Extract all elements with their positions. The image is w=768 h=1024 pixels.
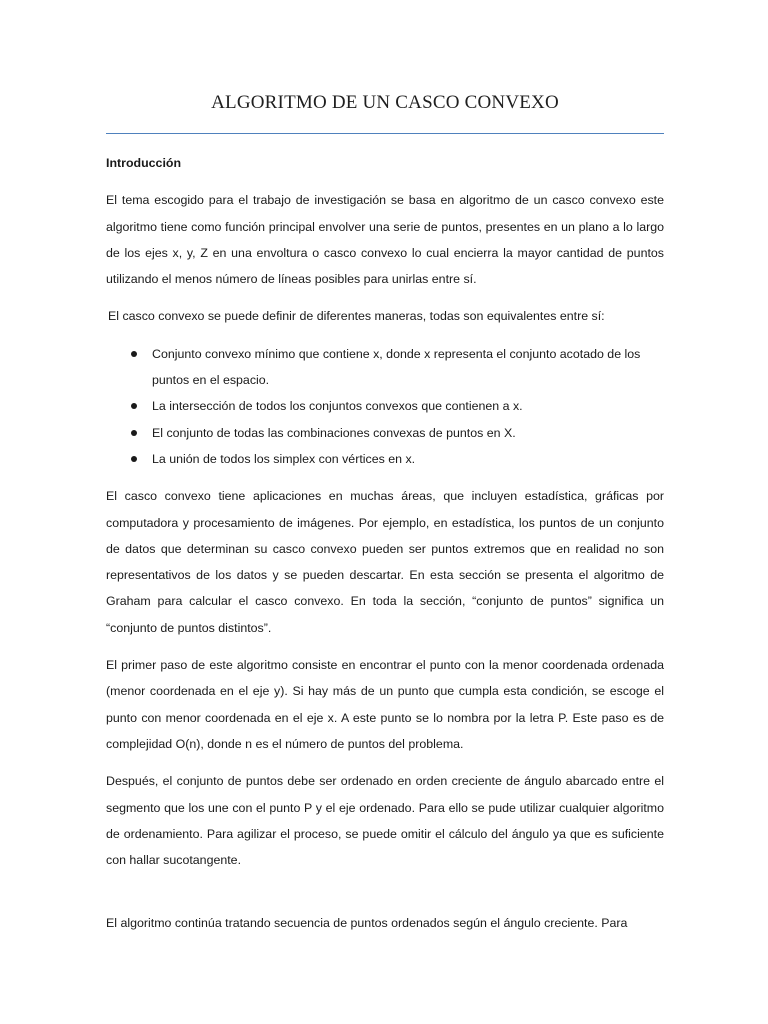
list-item xyxy=(106,446,664,472)
list-item-text: La unión de todos los simplex con vértices en x. xyxy=(152,451,416,466)
list-item xyxy=(106,393,664,419)
bullet-icon xyxy=(131,403,137,409)
paragraph-applications: El casco convexo tiene aplicaciones en muchas áreas, que incluyen estadística, gráficas por computadora y procesamiento de imágenes. Por ejemplo, en estadística, los puntos de un conjunto de datos que determinan su casco convexo pueden ser puntos extremos que en realidad no son representativos de los datos y se pueden descartar. En esta sección se presenta el algoritmo de Graham para calcular el casco convexo. En toda la sección, “conjunto de puntos” significa un “conjunto de puntos distintos”. xyxy=(106,489,664,635)
bullet-icon xyxy=(131,351,137,357)
section-heading: Introducción xyxy=(106,156,182,170)
paragraph-first-step: El primer paso de este algoritmo consiste en encontrar el punto con la menor coordenada ordenada (menor coordenada en el eje y). Si hay más de un punto que cumpla esta condición, se escoge el punto con menor coordenada en el eje x. A este punto se lo nombra por la letra P. Este paso es de complejidad O(n), donde n es el número de puntos del problema. xyxy=(106,658,664,751)
list-item-text: El conjunto de todas las combinaciones convexas de puntos en X. xyxy=(152,425,516,440)
document-body xyxy=(106,150,664,948)
spacer xyxy=(106,884,664,910)
paragraph-continuation: El algoritmo continúa tratando secuencia de puntos ordenados según el ángulo creciente. Para xyxy=(106,916,628,931)
list-item-text: Conjunto convexo mínimo que contiene x, donde x representa el conjunto acotado de los puntos en el espacio. xyxy=(152,346,641,388)
list-item xyxy=(106,341,664,394)
document-title: ALGORITMO DE UN CASCO CONVEXO xyxy=(211,92,559,113)
paragraph-definitions-lead: El casco convexo se puede definir de diferentes maneras, todas son equivalentes entre sí: xyxy=(108,309,605,324)
bullet-icon xyxy=(131,456,137,462)
paragraph-intro: El tema escogido para el trabajo de investigación se basa en algoritmo de un casco convexo este algoritmo tiene como función principal envolver una serie de puntos, presentes en un plano a lo largo de los ejes x, y, Z en una envoltura o casco convexo lo cual encierra la mayor cantidad de puntos utilizando el menos número de líneas posibles para unirlas entre sí. xyxy=(106,193,664,287)
bullet-icon xyxy=(131,430,137,436)
paragraph-sorting: Después, el conjunto de puntos debe ser ordenado en orden creciente de ángulo abarcado entre el segmento que los une con el punto P y el eje ordenado. Para ello se pude utilizar cualquier algoritmo de ordenamiento. Para agilizar el proceso, se puede omitir el cálculo del ángulo ya que es suficiente con hallar sucotangente. xyxy=(106,774,664,868)
list-item-text: La intersección de todos los conjuntos convexos que contienen a x. xyxy=(152,399,523,414)
list-item xyxy=(106,420,664,446)
title-divider xyxy=(106,133,664,134)
definitions-list xyxy=(106,341,664,472)
